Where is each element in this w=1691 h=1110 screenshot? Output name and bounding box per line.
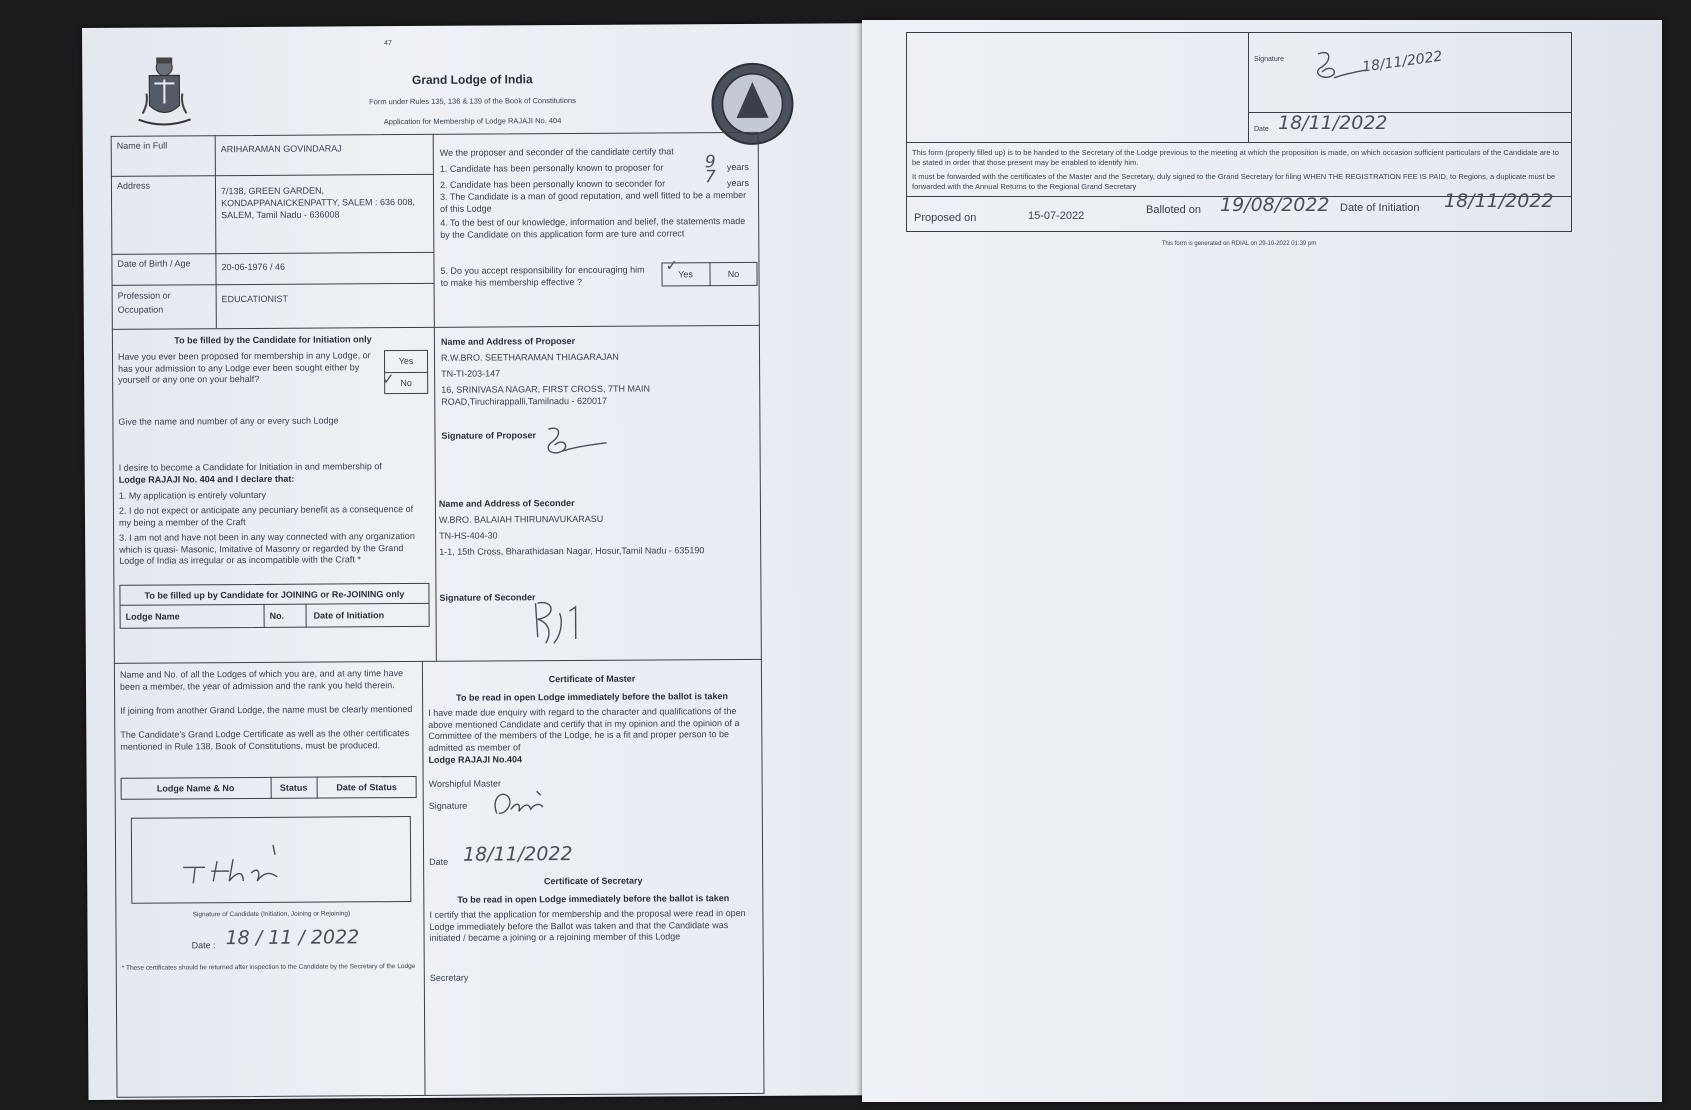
grand-lodge-emblem-icon [134, 53, 194, 131]
seconder-years: 7 [704, 167, 716, 188]
generated-note: This form is generated on RDIAL on 29-10-2022 01:39 pm [1161, 241, 1317, 247]
master-signature-label: Signature [428, 800, 468, 811]
proposer-years: 9 [704, 152, 716, 173]
proposer-id: TN-TI-203-147 [441, 368, 501, 379]
profession-label-1: Profession or [117, 290, 171, 301]
checkmark-icon: ✓ [665, 256, 679, 275]
secretary-subheading: To be read in open Lodge immediately before the ballot is taken [457, 893, 730, 905]
application-line: Application for Membership of Lodge RAJAJI No. 404 [383, 116, 562, 127]
years-label-2: years [726, 177, 750, 189]
lodges-text-1: Name and No. of all the Lodges of which you are, and at any time have been a member, the year of admission and the rank you held therein. [119, 668, 404, 692]
declaration-3: 3. I am not and have not been in any way connected with any organization which is quasi- Masonic, Imitative of Masonry or regarded by the Grand Lodge of India as irregular or as incompatible with the Craft * [119, 530, 415, 566]
profession-label-2: Occupation [117, 304, 164, 315]
secretary-heading: Certificate of Secretary [543, 875, 643, 887]
lodges-col-lodge: Lodge Name & No [156, 783, 235, 794]
seconder-id: TN-HS-404-30 [439, 530, 498, 541]
responsibility-yes[interactable]: Yes [678, 269, 693, 280]
dob-value: 20-06-1976 / 46 [221, 261, 286, 273]
master-body: I have made due enquiry with regard to the character and qualifications of the above mentioned Candidate and certify that in my opinion and the opinion of a Committee of the members of the Lodge, he is a fit and proper person to be admitted as member of [428, 706, 740, 753]
initiation-heading: To be filled by the Candidate for Initiation only [174, 334, 372, 346]
candidate-date-value: 18 / 11 / 2022 [225, 926, 360, 950]
master-lodge: Lodge RAJAJI No.404 [428, 754, 523, 765]
lodges-text-2: If joining from another Grand Lodge, the name must be clearly mentioned [120, 703, 413, 716]
handling-note-1: This form (properly filled up) is to be handed to the Secretary of the Lodge previous to the meeting at which the proposition is made, on which occasion sufficient particulars of the Candidate are to be stated in order that those present may be enabled to identify him. [912, 148, 1559, 167]
proposer-address-2: ROAD,Tiruchirappalli,Tamilnadu - 620017 [441, 395, 608, 407]
initiation-date-value: 18/11/2022 [1444, 190, 1554, 212]
certify-item-4: 4. To the best of our knowledge, information and belief, the statements made by the Candidate on this application form are ture and correct [440, 215, 746, 240]
seconder-signature-icon [525, 593, 595, 649]
proposed-on-value: 15-07-2022 [1028, 210, 1085, 222]
master-heading: Certificate of Master [548, 673, 636, 685]
master-subheading: To be read in open Lodge immediately before the ballot is taken [456, 691, 729, 703]
balloted-on-label: Balloted on [1146, 204, 1202, 216]
certify-intro: We the proposer and seconder of the candidate certify that [439, 146, 674, 158]
candidate-signature-icon [177, 837, 327, 892]
lodges-text-3: The Candidate's Grand Lodge Certificate as well as the other certificates mentioned in Rule 138, Book of Constitutions, must be produced. [120, 728, 410, 752]
proposer-name: R.W.BRO. SEETHARAMAN THIAGARAJAN [440, 351, 619, 363]
back-signature-label: Signature [1254, 56, 1284, 63]
joining-col-lodge: Lodge Name [125, 611, 180, 622]
desire-line-1: I desire to become a Candidate for Initiation in and membership of [118, 461, 382, 473]
application-form-page [82, 23, 871, 1100]
responsibility-no[interactable]: No [727, 268, 740, 280]
proposer-signature-icon [540, 421, 610, 465]
lodges-col-date: Date of Status [336, 782, 397, 793]
desire-line-2: Lodge RAJAJI No. 404 and I declare that: [118, 473, 295, 485]
joining-col-no: No. [269, 610, 285, 621]
application-form-back-page [862, 20, 1662, 1102]
proposer-heading: Name and Address of Proposer [440, 335, 576, 347]
certify-item-3: 3. The Candidate is a man of good reputation, and well fitted to be a member of this Lodge [440, 189, 747, 214]
certificates-footnote: * These certificates should be returned after inspection to the Candidate by the Secretary of the Lodge [121, 962, 416, 972]
seconder-address: 1-1, 15th Cross, Bharathidasan Nagar, Hosur,Tamil Nadu - 635190 [439, 545, 705, 557]
seconder-signature-label: Signature of Seconder [439, 592, 536, 603]
declaration-2: 2. I do not expect or anticipate any pecuniary benefit as a consequence of my being a member of the Craft [118, 503, 414, 528]
back-signature-icon [1308, 46, 1368, 92]
address-line-3: SALEM, Tamil Nadu - 636008 [221, 209, 340, 221]
secretary-body: I certify that the application for membership and the proposal were read in open Lodge immediately before the Ballot was taken and that the Candidate was initiated / became a joining or a rejoining member of this Lodge [429, 907, 746, 943]
name-value: ARIHARAMAN GOVINDARAJ [220, 143, 342, 155]
form-title: Grand Lodge of India [411, 72, 533, 87]
master-date-value: 18/11/2022 [462, 843, 573, 866]
candidate-date-label: Date : [191, 940, 216, 951]
proposer-signature-label: Signature of Proposer [441, 430, 537, 441]
worshipful-master-label: Worshipful Master [428, 778, 502, 789]
profession-value: EDUCATIONIST [221, 293, 289, 305]
initiation-date-label: Date of Initiation [1340, 202, 1420, 214]
handling-note-2: It must be forwarded with the certificates of the Master and the Secretary, duly signed to the Grand Secretary for filing WHEN THE REGISTRATION FEE IS PAID, to Regions, a duplicate must be forwarded with the Annual Returns to the Regional Grand Secretary [912, 172, 1556, 191]
address-label: Address [116, 180, 151, 191]
back-date-label: Date [1254, 126, 1269, 133]
give-name-text: Give the name and number of any or every such Lodge [118, 415, 339, 427]
candidate-signature-caption: Signature of Candidate (Initiation, Joining or Rejoining) [192, 910, 351, 919]
address-line-2: KONDAPPANAICKENPATTY, SALEM : 636 008, [221, 196, 416, 209]
page-mark: 47 [384, 40, 392, 48]
balloted-on-value: 19/08/2022 [1220, 194, 1330, 216]
checkmark-icon: ✓ [382, 370, 395, 389]
initiation-yes[interactable]: Yes [398, 355, 414, 367]
declaration-1: 1. My application is entirely voluntary [118, 489, 266, 501]
form-subtitle: Form under Rules 135, 136 & 139 of the Book of Constitutions [369, 95, 576, 107]
certify-item-2: 2. Candidate has been personally known to seconder for [439, 178, 666, 190]
dob-label: Date of Birth / Age [117, 258, 191, 269]
initiation-no[interactable]: No [400, 377, 412, 389]
back-date-value: 18/11/2022 [1278, 112, 1388, 134]
master-signature-icon [487, 783, 557, 823]
joining-heading: To be filled up by Candidate for JOINING or Re-JOINING only [144, 589, 405, 601]
master-date-label: Date [429, 856, 449, 867]
name-label: Name in Full [116, 140, 168, 151]
joining-col-date: Date of Initiation [313, 610, 385, 621]
certify-item-5: 5. Do you accept responsibility for encouraging him to make his membership effective ? [440, 264, 645, 288]
address-line-1: 7/138, GREEN GARDEN, [220, 185, 325, 197]
initiation-question: Have you ever been proposed for membership in any Lodge, or has your admission to any Lodge ever been sought either by yourself or any one on your behalf? [117, 350, 371, 385]
proposed-on-label: Proposed on [914, 212, 977, 224]
secretary-label: Secretary [429, 972, 469, 983]
years-label-1: years [726, 161, 749, 173]
proposer-address-1: 16, SRINIVASA NAGAR, FIRST CROSS, 7TH MAIN [441, 383, 650, 395]
seconder-heading: Name and Address of Seconder [438, 497, 575, 509]
back-signature-date: 18/11/2022 [1361, 48, 1444, 76]
lodges-col-status: Status [279, 782, 308, 793]
certify-item-1: 1. Candidate has been personally known to proposer for [439, 162, 664, 174]
seconder-name: W.BRO. BALAIAH THIRUNAVUKARASU [438, 513, 604, 525]
